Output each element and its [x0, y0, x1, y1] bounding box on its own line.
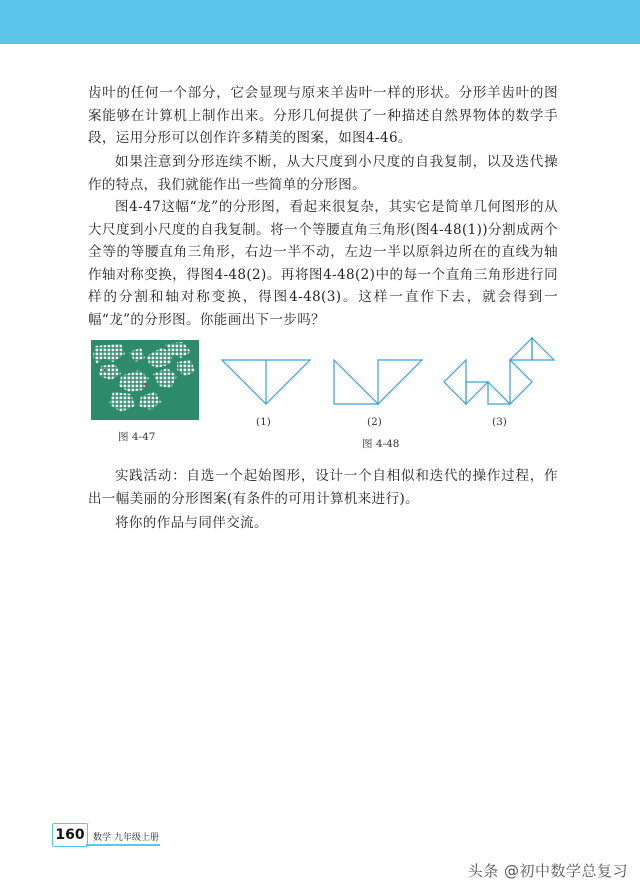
paragraph-share: 将你的作品与同伴交流。 — [115, 515, 268, 531]
figure-4-48-label-3: (3) — [492, 416, 507, 428]
footer-rule — [86, 844, 160, 846]
figure-4-47-caption: 图 4-47 — [118, 431, 156, 443]
paragraph-activity: 实践活动：自选一个起始图形，设计一个自相似和迭代的操作过程，作出一幅美丽的分形图案(有条件的可用计算机来进行)。 — [88, 468, 558, 507]
figure-4-48-caption: 图 4-48 — [362, 438, 400, 450]
book-label: 数学 九年级上册 — [93, 833, 159, 843]
figure-4-48-label-1: (1) — [256, 416, 271, 428]
header-band — [0, 0, 640, 44]
figure-4-48-step-2 — [332, 358, 424, 408]
paragraph-2: 如果注意到分形连续不断，从大尺度到小尺度的自我复制，以及迭代操作的特点，我们就能作出一些简单的分形图。 — [88, 154, 558, 193]
figure-4-47-dragon-image — [91, 340, 199, 420]
figure-4-48-step-3 — [440, 332, 556, 410]
figure-4-48-step-1 — [220, 358, 312, 408]
figure-4-48-label-2: (2) — [367, 416, 382, 428]
paragraph-1: 齿叶的任何一个部分，它会显现与原来羊齿叶一样的形状。分形羊齿叶的图案能够在计算机上制作出来。分形几何提供了一种描述自然界物体的数学手段，运用分形可以创作许多精美的图案，如图4-46。 — [88, 85, 558, 146]
page-number: 160 — [52, 823, 88, 847]
dragon-fractal-pattern — [91, 340, 199, 420]
watermark: 头条 @初中数学总复习 — [467, 862, 628, 880]
paragraph-3: 图4-47这幅“龙”的分形图，看起来很复杂，其实它是简单几何图形的从大尺度到小尺度的自我复制。将一个等腰直角三角形(图4-48(1))分割成两个全等的等腰直角三角形，右边一半不动，左边一半以原斜边所在的直线为轴作轴对称变换，得图4-48(2)。再将图4-48(2)中的每一个直角三角形进行同样的分割和轴对称变换，得图4-48(3)。这样一直作下去，就会得到一幅“龙”的分形图。你能画出下一步吗？ — [88, 199, 558, 328]
